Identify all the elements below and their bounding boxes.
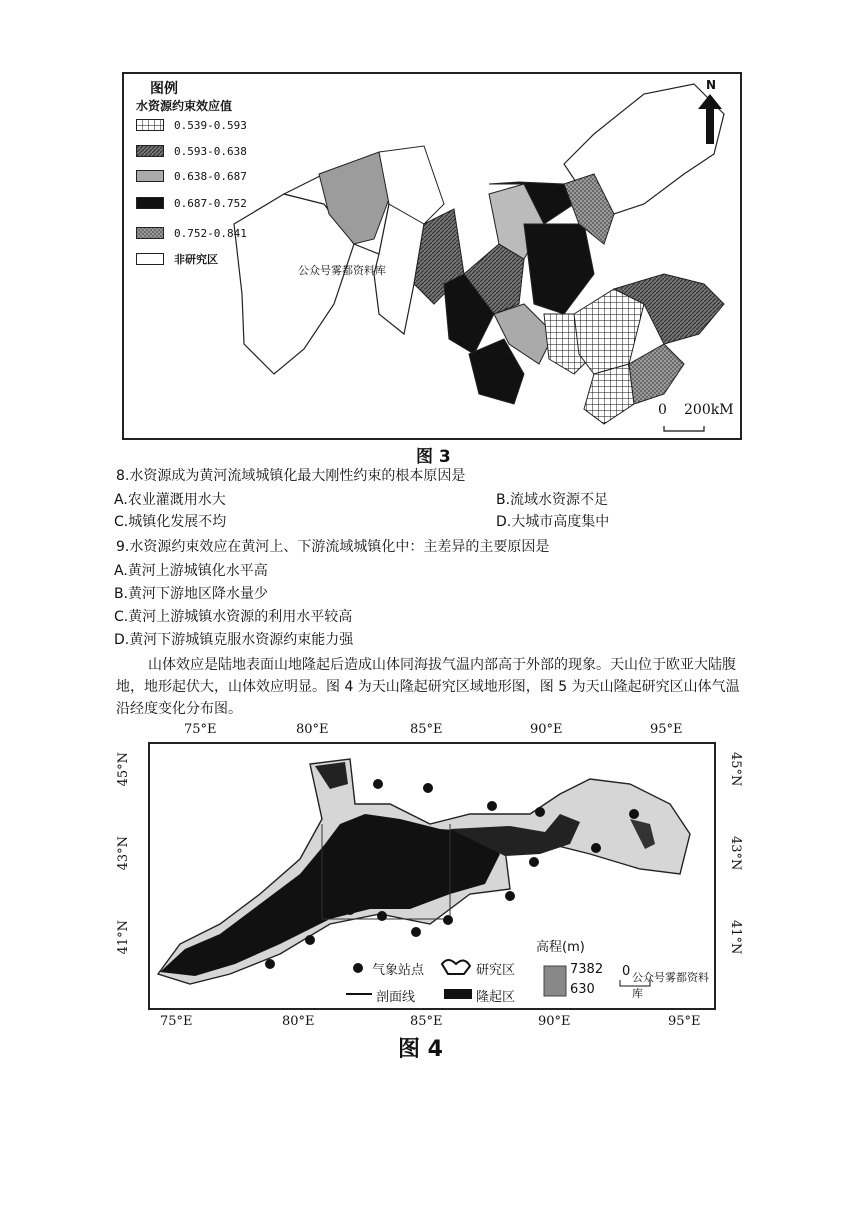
bottom-lon-label: 85°E: [410, 1014, 443, 1029]
weather-station: [505, 891, 515, 901]
scale-zero: 0: [658, 402, 667, 418]
bottom-lon-label: 90°E: [538, 1014, 571, 1029]
bottom-lon-label: 80°E: [282, 1014, 315, 1029]
legend-item: 0.752-0.841: [136, 224, 247, 242]
question-9-option-d: D.黄河下游城镇克服水资源约束能力强: [114, 632, 354, 648]
left-lat-label: 45°N: [116, 752, 131, 787]
right-lat-label: 41°N: [728, 920, 743, 955]
figure-3-caption: 图 3: [416, 447, 451, 467]
bottom-lon-label: 75°E: [160, 1014, 193, 1029]
top-lon-label: 95°E: [650, 722, 683, 737]
weather-station: [373, 779, 383, 789]
right-lat-label: 43°N: [728, 836, 743, 871]
right-lat-label: 45°N: [728, 752, 743, 787]
question-9-stem: 9.水资源约束效应在黄河上、下游流域城镇化中：主差异的主要原因是: [116, 539, 550, 555]
legend-profile-label: 剖面线: [376, 990, 416, 1005]
question-9-option-a: A.黄河上游城镇化水平高: [114, 563, 268, 579]
uplift-legend-icon: [444, 989, 472, 999]
figure-4-caption: 图 4: [398, 1037, 443, 1062]
passage-line-1: 山体效应是陆地表面山地隆起后造成山体同海拔气温内部高于外部的现象。天山位于欧亚大陆腹: [148, 657, 736, 673]
top-lon-label: 90°E: [530, 722, 563, 737]
legend-station-label: 气象站点: [372, 963, 425, 978]
weather-station: [629, 809, 639, 819]
region-black: [524, 224, 594, 314]
legend-uplift-label: 隆起区: [476, 990, 516, 1005]
weather-station: [265, 959, 275, 969]
legend-title: 图例: [150, 81, 178, 97]
scale-zero: 0: [622, 964, 631, 979]
top-lon-label: 85°E: [410, 722, 443, 737]
weather-station: [487, 801, 497, 811]
elevation-gradient-icon: [544, 966, 566, 996]
watermark: 公众号雾都资料库: [632, 971, 709, 1000]
weather-station: [443, 915, 453, 925]
scale-bar: [664, 426, 704, 431]
legend-item: 0.687-0.752: [136, 194, 247, 212]
study-area-legend-icon: [442, 960, 470, 974]
legend-elevation-low: 630: [570, 982, 595, 997]
left-lat-label: 43°N: [116, 836, 131, 871]
legend-study-area-label: 研究区: [476, 963, 516, 978]
question-8-option-d: D.大城市高度集中: [496, 514, 610, 530]
question-8-stem: 8.水资源成为黄河流域城镇化最大刚性约束的根本原因是: [116, 468, 466, 484]
question-8-option-a: A.农业灌溉用水大: [114, 492, 226, 508]
question-9-option-c: C.黄河上游城镇水资源的利用水平较高: [114, 609, 353, 625]
legend-elevation-high: 7382: [570, 962, 604, 977]
weather-station: [423, 783, 433, 793]
left-lat-label: 41°N: [116, 920, 131, 955]
top-lon-label: 75°E: [184, 722, 217, 737]
legend-item: 非研究区: [136, 250, 218, 268]
legend-item: 0.638-0.687: [136, 167, 247, 185]
passage-line-3: 沿经度变化分布图。: [116, 701, 242, 717]
question-9-option-b: B.黄河下游地区降水量少: [114, 586, 269, 602]
north-label: N: [706, 78, 717, 92]
watermark: 公众号雾都资料库: [298, 264, 386, 277]
figure-4-map: [148, 742, 716, 1010]
weather-station: [377, 911, 387, 921]
weather-station: [345, 905, 355, 915]
question-8-option-c: C.城镇化发展不均: [114, 514, 227, 530]
question-8-option-b: B.流域水资源不足: [496, 492, 609, 508]
legend-item: 0.593-0.638: [136, 142, 247, 160]
weather-station: [411, 927, 421, 937]
top-lon-label: 80°E: [296, 722, 329, 737]
legend-subtitle: 水资源约束效应值: [136, 99, 233, 113]
legend-elevation-title: 高程(m): [536, 940, 585, 955]
legend-item: 0.539-0.593: [136, 116, 247, 134]
station-legend-icon: [353, 963, 363, 973]
figure-3-map: [122, 72, 742, 440]
passage-line-2: 地，地形起伏大，山体效应明显。图 4 为天山隆起研究区域地形图，图 5 为天山隆起研究区山体气温: [116, 679, 740, 695]
region-grid: [584, 364, 634, 424]
weather-station: [529, 857, 539, 867]
bottom-lon-label: 95°E: [668, 1014, 701, 1029]
weather-station: [535, 807, 545, 817]
region-stipple: [629, 344, 684, 404]
scale-label: 200kM: [684, 402, 734, 418]
weather-station: [591, 843, 601, 853]
weather-station: [305, 935, 315, 945]
